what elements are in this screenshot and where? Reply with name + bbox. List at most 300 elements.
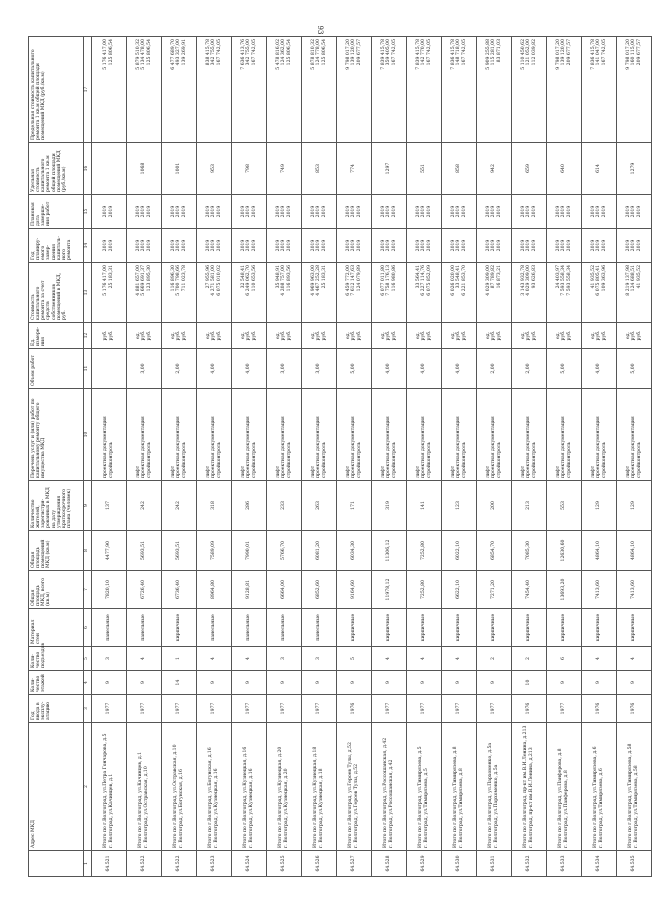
wall-material-cell: панельные bbox=[92, 609, 127, 647]
premises-area-cell: 11306,12 bbox=[372, 531, 407, 571]
limit-cost-cell bbox=[302, 37, 337, 143]
floors-cell: 9 bbox=[197, 671, 232, 695]
cell-line: 2019 bbox=[310, 205, 316, 218]
cell-line: лифт bbox=[205, 465, 211, 478]
works-list-cell bbox=[337, 389, 372, 481]
cell-line: 2019 bbox=[351, 205, 357, 218]
cell-line: 25 183,31 bbox=[109, 265, 114, 289]
cell-line: проектная документация bbox=[631, 416, 637, 478]
premises-area-cell: 7990,01 bbox=[232, 531, 267, 571]
address-cell bbox=[407, 723, 442, 851]
completion-date-cell bbox=[197, 195, 232, 229]
cell-line: руб. bbox=[461, 330, 467, 341]
cell-line: проектная документация bbox=[316, 416, 322, 478]
unit-cost-cell bbox=[92, 143, 127, 195]
cell-line: 2019 bbox=[426, 205, 432, 218]
wall-material-cell: панельные bbox=[302, 609, 337, 647]
header-cell: Предельная стоимость капитального ремонта 1 кв.м общей площади помещений МКД (руб./кв.м) bbox=[29, 37, 84, 143]
table-row bbox=[617, 37, 652, 877]
cell-line: 116 980,86 bbox=[391, 265, 397, 292]
cell-line: г. Волгоград, ул.Богунская, д.16 bbox=[179, 769, 184, 848]
cell-line: 5 134 478,00 bbox=[141, 39, 147, 70]
row-number-cell: 64.529 bbox=[407, 851, 442, 877]
cell-line: 33 548,41 bbox=[456, 265, 462, 289]
cell-line: 2019 bbox=[281, 205, 287, 218]
wall-material-cell: панельные bbox=[197, 609, 232, 647]
unit-cost-cell: 953 bbox=[197, 143, 232, 195]
premises-area-cell: 6854,70 bbox=[477, 531, 512, 571]
cell-line: 2019 bbox=[246, 205, 252, 218]
cell-line: 2019 bbox=[485, 239, 491, 252]
cell-line: проектная документация bbox=[421, 416, 427, 478]
cell-line: 2019 bbox=[561, 239, 567, 252]
address-cell bbox=[512, 723, 547, 851]
cell-line: 116 893,56 bbox=[286, 265, 292, 292]
cost-cell bbox=[92, 263, 127, 323]
cell-line: 2019 bbox=[555, 239, 561, 252]
table-row bbox=[232, 37, 267, 877]
unit-cost-cell: 614 bbox=[582, 143, 617, 195]
units-cell bbox=[127, 323, 162, 349]
cell-line: проектная документация bbox=[456, 416, 462, 478]
premises-area-cell: 5693,51 bbox=[127, 531, 162, 571]
cell-line: лифт bbox=[590, 465, 596, 478]
wall-material-cell: панельные bbox=[232, 609, 267, 647]
cell-line: 2019 bbox=[240, 205, 246, 218]
column-number: 4 bbox=[84, 671, 92, 695]
unit-cost-cell: 798 bbox=[232, 143, 267, 195]
cell-line: ед. bbox=[345, 332, 351, 340]
address-cell bbox=[372, 723, 407, 851]
cell-line: проектная документация bbox=[526, 416, 532, 478]
cell-line: 2019 bbox=[240, 239, 246, 252]
planned-year-cell bbox=[162, 229, 197, 263]
cell-line: 2019 bbox=[251, 239, 257, 252]
cell-line: 2019 bbox=[421, 205, 427, 218]
cell-line: 6 075 010,02 bbox=[216, 265, 222, 296]
premises-area-cell: 6034,30 bbox=[337, 531, 372, 571]
cell-line: 2019 bbox=[251, 205, 257, 218]
residents-cell: 171 bbox=[337, 481, 372, 531]
cell-line: Итого по г.Волгоград, пр-кт им.В.И.Ленина, д.213 bbox=[523, 725, 529, 848]
cell-line: 2019 bbox=[485, 205, 491, 218]
completion-date-cell bbox=[127, 195, 162, 229]
cell-line: 2019 bbox=[316, 239, 322, 252]
cell-line: г. Волгоград, ул.Тимирязева, д.6 bbox=[599, 768, 604, 848]
limit-cost-cell bbox=[617, 37, 652, 143]
cell-line: 139 269,91 bbox=[181, 39, 187, 66]
cell-line: лифт bbox=[380, 465, 386, 478]
cell-line: 2019 bbox=[135, 239, 141, 252]
cell-line: руб. bbox=[321, 330, 327, 341]
work-volume-cell: 2,00 bbox=[162, 349, 197, 389]
row-number-cell: 64.534 bbox=[582, 851, 617, 877]
cell-line: 5 176 417,00 bbox=[103, 39, 109, 70]
year-cell: 1977 bbox=[162, 695, 197, 723]
cell-line: руб. bbox=[286, 330, 292, 341]
cell-line: г. Волгоград, ул.Панферова, д.8 bbox=[564, 770, 569, 848]
cell-line: ед. bbox=[520, 332, 526, 340]
cell-line: руб. bbox=[176, 330, 182, 341]
year-cell: 1976 bbox=[337, 695, 372, 723]
cost-cell bbox=[197, 263, 232, 323]
residents-cell: 129 bbox=[617, 481, 652, 531]
cell-line: Итого по г.Волгоград, ул.Кузнецкая, д.20 bbox=[278, 746, 284, 848]
header-cell: Год планиру-емого завер-шения капиталь-ного ремонта bbox=[29, 229, 84, 263]
units-cell bbox=[547, 323, 582, 349]
entrances-cell: 4 bbox=[372, 647, 407, 671]
cell-line: 2019 bbox=[146, 239, 152, 252]
cell-line: 35 948,91 bbox=[275, 265, 281, 289]
limit-cost-cell bbox=[127, 37, 162, 143]
table-row bbox=[302, 37, 337, 877]
cell-line: 7 758 176,13 bbox=[386, 265, 392, 296]
table-row bbox=[477, 37, 512, 877]
table-row bbox=[547, 37, 582, 877]
planned-year-cell bbox=[302, 229, 337, 263]
header-cell: Коли-чество этажей bbox=[29, 671, 84, 695]
floors-cell: 9 bbox=[372, 671, 407, 695]
limit-cost-cell bbox=[267, 37, 302, 143]
cell-line: 2019 bbox=[321, 205, 327, 218]
total-area-cell: 7413,60 bbox=[582, 571, 617, 609]
cell-line: проектная документация bbox=[351, 416, 357, 478]
cell-line: Итого по г.Волгоград, ул.Богунская, д.16 bbox=[208, 747, 214, 848]
units-cell bbox=[477, 323, 512, 349]
units-cell bbox=[617, 323, 652, 349]
cell-line: руб. bbox=[211, 330, 217, 341]
cell-line: г. Волгоград, ул.Качинцев, д.1 bbox=[109, 773, 114, 848]
cell-line: 2019 bbox=[450, 205, 456, 218]
total-area-cell: 6664,00 bbox=[267, 571, 302, 609]
works-list-cell bbox=[267, 389, 302, 481]
work-volume-cell: 5,00 bbox=[337, 349, 372, 389]
work-volume-cell: 4,00 bbox=[442, 349, 477, 389]
column-number: 9 bbox=[84, 481, 92, 531]
cell-line: 2019 bbox=[176, 239, 182, 252]
works-list-cell bbox=[92, 389, 127, 481]
cell-line: проектная документация bbox=[386, 416, 392, 478]
cell-line: Итого по г.Волгоград, ул.Качинцев, д.1 bbox=[138, 751, 144, 848]
cell-line: 2019 bbox=[181, 239, 187, 252]
units-cell bbox=[372, 323, 407, 349]
cell-line: ед. bbox=[555, 332, 561, 340]
cell-line: 2019 bbox=[456, 239, 462, 252]
unit-cost-cell: 551 bbox=[407, 143, 442, 195]
cell-line: 7 593 558,34 bbox=[561, 265, 567, 296]
cell-line: ед. bbox=[240, 332, 246, 340]
cell-line: 125 806,54 bbox=[321, 39, 327, 66]
planned-year-cell bbox=[372, 229, 407, 263]
works-list-cell bbox=[127, 389, 162, 481]
cell-line: 4 881 657,00 bbox=[135, 265, 141, 296]
limit-cost-cell bbox=[232, 37, 267, 143]
cell-line: 2019 bbox=[216, 239, 222, 252]
entrances-cell: 1 bbox=[162, 647, 197, 671]
rotated-table-sheet bbox=[28, 37, 642, 877]
cell-line: стройконтроль bbox=[636, 441, 642, 478]
cell-line: руб. bbox=[561, 330, 567, 341]
row-number-cell: 64.523 bbox=[197, 851, 232, 877]
work-volume-cell: 4,00 bbox=[232, 349, 267, 389]
cell-line: 112 039,82 bbox=[531, 39, 537, 66]
cell-line: 141 047,00 bbox=[596, 39, 602, 66]
column-number: 17 bbox=[84, 37, 92, 143]
completion-date-cell bbox=[407, 195, 442, 229]
cell-line: проектная документация bbox=[211, 416, 217, 478]
cell-line: 16 873,21 bbox=[496, 265, 502, 289]
wall-material-cell: кирпичные bbox=[547, 609, 582, 647]
work-volume-cell: 3,00 bbox=[302, 349, 337, 389]
cell-line: 4 029 309,00 bbox=[485, 265, 491, 296]
row-number-cell: 64.521 bbox=[92, 851, 127, 877]
cell-line: Итого по г.Волгоград, ул.Остравская, д.10 bbox=[173, 744, 179, 848]
wall-material-cell: кирпичные bbox=[582, 609, 617, 647]
cell-line: лифт bbox=[415, 465, 421, 478]
address-cell bbox=[92, 723, 127, 851]
header-cell: Удельная стоимость капитального ремонта 1 кв.м общей площади помещений МКД (руб./кв.м) bbox=[29, 143, 84, 195]
cell-line: 2019 bbox=[415, 205, 421, 218]
limit-cost-cell bbox=[197, 37, 232, 143]
wall-material-cell: панельные bbox=[267, 609, 302, 647]
header-row bbox=[29, 37, 84, 877]
cell-line: 2019 bbox=[141, 205, 147, 218]
works-list-cell bbox=[372, 389, 407, 481]
cell-line: 83 871,03 bbox=[496, 39, 502, 63]
residents-cell: 123 bbox=[442, 481, 477, 531]
cell-line: ед. bbox=[625, 332, 631, 340]
cell-line: 2019 bbox=[281, 239, 287, 252]
cell-line: лифт bbox=[310, 465, 316, 478]
work-volume-cell: 4,00 bbox=[197, 349, 232, 389]
year-cell: 1977 bbox=[197, 695, 232, 723]
units-cell bbox=[512, 323, 547, 349]
entrances-cell: 2 bbox=[477, 647, 512, 671]
cell-line: г. Волгоград, ул.Тимирязева, д.8 bbox=[459, 768, 464, 848]
premises-area-cell: 6022,10 bbox=[442, 531, 477, 571]
cell-line: 2019 bbox=[391, 205, 397, 218]
cell-line: 2019 bbox=[601, 205, 607, 218]
residents-cell: 286 bbox=[232, 481, 267, 531]
cell-line: стройконтроль bbox=[146, 441, 152, 478]
limit-cost-cell bbox=[372, 37, 407, 143]
total-area-cell: 7454,40 bbox=[512, 571, 547, 609]
cell-line: 4 969 963,00 bbox=[310, 265, 316, 296]
cell-line: ед. bbox=[590, 332, 596, 340]
cell-line: 2019 bbox=[526, 205, 532, 218]
header-cell: Год ввода в эксплу-атацию bbox=[29, 695, 84, 723]
cell-line: 209 677,57 bbox=[566, 39, 572, 66]
unit-cost-cell: 749 bbox=[267, 143, 302, 195]
cell-line: 27 955,96 bbox=[205, 265, 211, 289]
cell-line: 125 806,54 bbox=[286, 39, 292, 66]
address-cell bbox=[617, 723, 652, 851]
cell-line: 2019 bbox=[631, 239, 637, 252]
wall-material-cell: кирпичные bbox=[442, 609, 477, 647]
cell-line: 2019 bbox=[275, 205, 281, 218]
cell-line: 2019 bbox=[491, 205, 497, 218]
entrances-cell: 3 bbox=[302, 647, 337, 671]
cell-line: 2019 bbox=[590, 205, 596, 218]
column-number: 15 bbox=[84, 195, 92, 229]
cell-line: Итого по г.Волгоград, ул.Кузнецкая, д.18 bbox=[313, 746, 319, 848]
floors-cell: 9 bbox=[617, 671, 652, 695]
works-list-cell bbox=[477, 389, 512, 481]
table-row bbox=[407, 37, 442, 877]
cell-line: 7 839 415,78 bbox=[415, 39, 421, 70]
cell-line: 493 327,00 bbox=[176, 39, 182, 66]
cell-line: руб. bbox=[636, 330, 642, 341]
cell-line: ед. bbox=[135, 332, 141, 340]
cell-line: 2019 bbox=[181, 205, 187, 218]
cell-line: стройконтроль bbox=[251, 441, 257, 478]
total-area-cell: 8964,80 bbox=[197, 571, 232, 609]
header-cell-number bbox=[29, 851, 84, 877]
table-row bbox=[372, 37, 407, 877]
residents-cell: 242 bbox=[127, 481, 162, 531]
cell-line: 109 363,96 bbox=[601, 265, 607, 292]
cell-line: стройконтроль bbox=[461, 441, 467, 478]
cell-line: 32 548,41 bbox=[240, 265, 246, 289]
wall-material-cell: кирпичные bbox=[477, 609, 512, 647]
works-list-cell bbox=[302, 389, 337, 481]
cell-line: 2019 bbox=[636, 205, 642, 218]
table-row bbox=[512, 37, 547, 877]
cell-line: 8 219 137,98 bbox=[625, 265, 631, 296]
cell-line: 7 839 415,78 bbox=[380, 39, 386, 70]
wall-material-cell: кирпичные bbox=[617, 609, 652, 647]
cell-line: 6 075 852,09 bbox=[426, 265, 432, 296]
table-body bbox=[84, 37, 652, 877]
cost-cell bbox=[337, 263, 372, 323]
entrances-cell: 4 bbox=[582, 647, 617, 671]
cell-line: ед. bbox=[310, 332, 316, 340]
work-volume-cell: 4,00 bbox=[582, 349, 617, 389]
year-cell: 1977 bbox=[372, 695, 407, 723]
entrances-cell: 4 bbox=[407, 647, 442, 671]
planned-year-cell bbox=[477, 229, 512, 263]
completion-date-cell bbox=[267, 195, 302, 229]
residents-cell: 242 bbox=[162, 481, 197, 531]
cell-line: Итого по г.Волгоград, ул.Тимирязева, д.6 bbox=[593, 746, 599, 848]
units-cell bbox=[407, 323, 442, 349]
cost-cell bbox=[267, 263, 302, 323]
header-cell: Коли-чество подъездов bbox=[29, 647, 84, 671]
cell-line: лифт bbox=[555, 465, 561, 478]
work-volume-cell: 4,00 bbox=[407, 349, 442, 389]
cell-line: 2019 bbox=[246, 239, 252, 252]
address-cell bbox=[582, 723, 617, 851]
cell-line: ед. bbox=[450, 332, 456, 340]
cell-line: 2019 bbox=[275, 239, 281, 252]
cell-line: проектная документация bbox=[281, 416, 287, 478]
cell-line: 2019 bbox=[103, 205, 109, 218]
cell-line: руб. bbox=[456, 330, 462, 341]
cell-line: руб. bbox=[601, 330, 607, 341]
address-cell bbox=[127, 723, 162, 851]
cell-line: 2019 bbox=[636, 239, 642, 252]
cell-line: 5 478 816,02 bbox=[275, 39, 281, 70]
cell-line: 5 700 798,66 bbox=[176, 265, 182, 296]
cell-line: лифт bbox=[135, 465, 141, 478]
row-number-cell: 64.527 bbox=[337, 851, 372, 877]
total-area-cell: 7252,80 bbox=[407, 571, 442, 609]
cell-line: 342 755,00 bbox=[211, 39, 217, 66]
cost-cell bbox=[512, 263, 547, 323]
cell-line: Итого по г.Волгоград, ул.Пархоменко, д.5а bbox=[488, 742, 494, 848]
cell-line: стройконтроль bbox=[496, 441, 502, 478]
cell-line: 2019 bbox=[450, 239, 456, 252]
cell-line: г. Волгоград, ул.Кузнецкая, д.16 bbox=[249, 768, 254, 848]
header-cell: Стоимость капитального ремонта за счет средств собственников помещений в МКД, руб. bbox=[29, 263, 84, 323]
cell-line: 2019 bbox=[386, 239, 392, 252]
cell-line: 2019 bbox=[146, 205, 152, 218]
cell-line: 2019 bbox=[205, 205, 211, 218]
address-cell bbox=[232, 723, 267, 851]
table-row bbox=[127, 37, 162, 877]
year-cell: 1977 bbox=[547, 695, 582, 723]
cell-line: руб. bbox=[566, 330, 572, 341]
cell-line: лифт bbox=[345, 465, 351, 478]
residents-cell: 200 bbox=[477, 481, 512, 531]
planned-year-cell bbox=[127, 229, 162, 263]
cell-line: 9 798 017,20 bbox=[345, 39, 351, 70]
cell-line: руб. bbox=[631, 330, 637, 341]
units-cell bbox=[442, 323, 477, 349]
address-cell bbox=[477, 723, 512, 851]
floors-cell: 9 bbox=[232, 671, 267, 695]
floors-cell: 9 bbox=[582, 671, 617, 695]
entrances-cell: 3 bbox=[92, 647, 127, 671]
cell-line: 7 836 415,78 bbox=[450, 39, 456, 70]
cell-line: 2019 bbox=[316, 205, 322, 218]
column-number: 5 bbox=[84, 647, 92, 671]
row-number-cell: 64.532 bbox=[512, 851, 547, 877]
cell-line: 2019 bbox=[345, 239, 351, 252]
cell-line: проектная документация bbox=[141, 416, 147, 478]
total-area-cell: 7271,20 bbox=[477, 571, 512, 609]
entrances-cell: 2 bbox=[512, 647, 547, 671]
row-number-cell: 64.522 bbox=[127, 851, 162, 877]
cell-line: руб. bbox=[181, 330, 187, 341]
cost-cell bbox=[617, 263, 652, 323]
residents-cell: 137 bbox=[92, 481, 127, 531]
cell-line: 359 405,00 bbox=[386, 39, 392, 66]
header-cell: Количество жителей, зарегистри-рованных в МКД на дату утверждения краткосрочного плана (человек) bbox=[29, 481, 84, 531]
entrances-cell: 4 bbox=[197, 647, 232, 671]
premises-area-cell: 7085,30 bbox=[512, 531, 547, 571]
cell-line: 125 806,54 bbox=[146, 39, 152, 66]
floors-cell: 14 bbox=[162, 671, 197, 695]
cell-line: 160 115,00 bbox=[631, 39, 637, 66]
cell-line: 4 208 757,00 bbox=[281, 265, 287, 296]
year-cell: 1977 bbox=[92, 695, 127, 723]
cell-line: 6 221 853,70 bbox=[461, 265, 467, 296]
column-number: 2 bbox=[84, 723, 92, 851]
unit-cost-cell: 1279 bbox=[617, 143, 652, 195]
column-number: 13 bbox=[84, 263, 92, 323]
cell-line: руб. bbox=[596, 330, 602, 341]
floors-cell: 9 bbox=[547, 671, 582, 695]
cell-line: 93 626,83 bbox=[531, 265, 537, 289]
cell-line: стройконтроль bbox=[531, 441, 537, 478]
limit-cost-cell bbox=[337, 37, 372, 143]
units-cell bbox=[267, 323, 302, 349]
cell-line: 2019 bbox=[496, 205, 502, 218]
cell-line: 116 896,30 bbox=[170, 265, 176, 292]
completion-date-cell bbox=[512, 195, 547, 229]
cell-line: 5 878 810,32 bbox=[310, 39, 316, 70]
